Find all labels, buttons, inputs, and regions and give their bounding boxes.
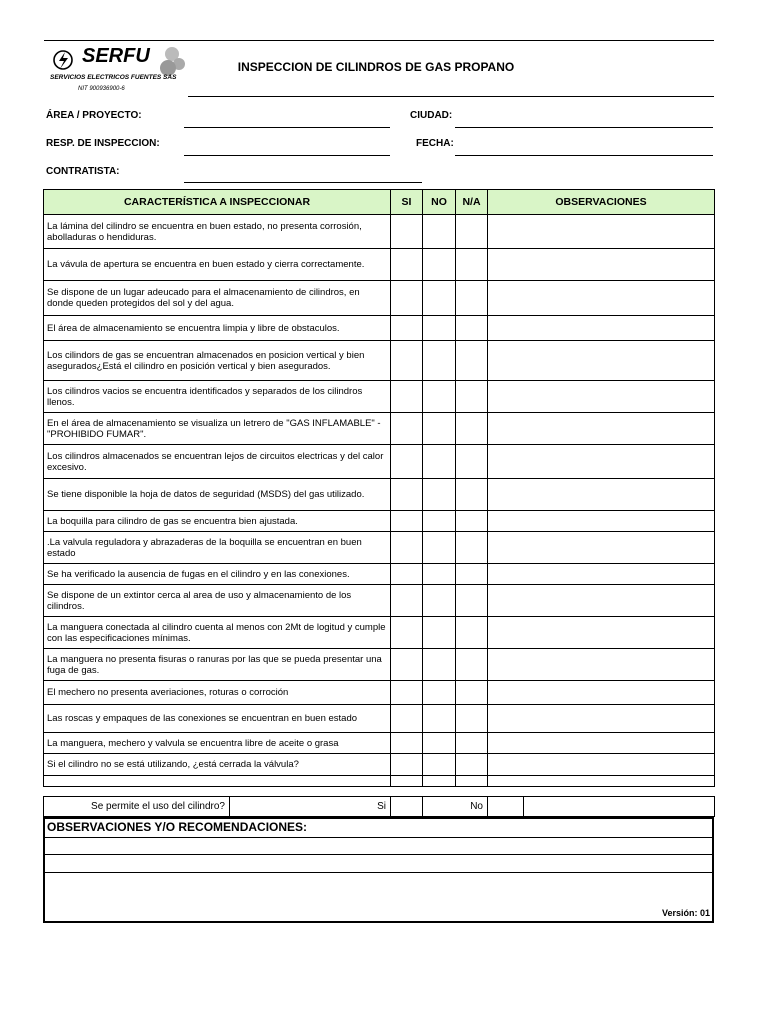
header-caracteristica: CARACTERÍSTICA A INSPECCIONAR <box>44 190 391 215</box>
ciudad-field[interactable] <box>455 127 713 128</box>
si-cell[interactable] <box>391 479 423 511</box>
observation-cell[interactable] <box>488 681 715 705</box>
si-cell[interactable] <box>391 249 423 281</box>
observation-line-1[interactable] <box>45 837 712 855</box>
table-row <box>44 754 715 776</box>
na-cell[interactable] <box>456 532 488 564</box>
na-cell[interactable] <box>456 511 488 532</box>
no-cell[interactable] <box>423 249 456 281</box>
table-row <box>44 705 715 733</box>
si-cell[interactable] <box>391 564 423 585</box>
si-cell[interactable] <box>391 341 423 381</box>
na-cell[interactable] <box>456 585 488 617</box>
no-cell[interactable] <box>423 532 456 564</box>
item-text: Se dispone de un lugar adeucado para el almacenamiento de cilindros, en donde queden protegidos del sol y del agua. <box>44 281 391 316</box>
header-si: SI <box>391 190 423 215</box>
item-text: En el área de almacenamiento se visualiza un letrero de "GAS INFLAMABLE" - "PROHIBIDO FUMAR". <box>44 413 391 445</box>
no-cell[interactable] <box>423 511 456 532</box>
fecha-label: FECHA: <box>416 138 454 149</box>
observation-cell[interactable] <box>488 733 715 754</box>
permit-no-label: No <box>456 797 488 817</box>
table-row <box>44 649 715 681</box>
na-cell[interactable] <box>456 649 488 681</box>
na-cell[interactable] <box>456 316 488 341</box>
item-text: .La valvula reguladora y abrazaderas de la boquilla se encuentran en buen estado <box>44 532 391 564</box>
observation-cell[interactable] <box>488 215 715 249</box>
na-cell[interactable] <box>456 617 488 649</box>
na-cell[interactable] <box>456 733 488 754</box>
item-text: Se ha verificado la ausencia de fugas en el cilindro y en las conexiones. <box>44 564 391 585</box>
company-logo <box>44 40 188 96</box>
si-cell[interactable] <box>391 381 423 413</box>
company-name: SERFU <box>82 45 150 67</box>
table-row <box>44 215 715 249</box>
item-text: Los cilindros vacios se encuentra identificados y separados de los cilindros llenos. <box>44 381 391 413</box>
permit-gap <box>423 797 456 817</box>
na-cell[interactable] <box>456 215 488 249</box>
table-row <box>44 341 715 381</box>
table-row <box>44 413 715 445</box>
si-cell[interactable] <box>391 649 423 681</box>
no-cell[interactable] <box>423 281 456 316</box>
na-cell[interactable] <box>456 381 488 413</box>
observations-block <box>43 817 714 923</box>
item-text: La vávula de apertura se encuentra en buen estado y cierra correctamente. <box>44 249 391 281</box>
observation-cell[interactable] <box>488 381 715 413</box>
table-row <box>44 511 715 532</box>
observation-cell[interactable] <box>488 585 715 617</box>
header-na: N/A <box>456 190 488 215</box>
permit-no-box[interactable] <box>488 797 524 817</box>
table-row <box>44 733 715 754</box>
si-cell[interactable] <box>391 281 423 316</box>
header-no: NO <box>423 190 456 215</box>
table-row <box>44 281 715 316</box>
item-text: Si el cilindro no se está utilizando, ¿está cerrada la válvula? <box>44 754 391 776</box>
table-row <box>44 532 715 564</box>
observation-cell[interactable] <box>488 413 715 445</box>
na-cell[interactable] <box>456 754 488 776</box>
na-cell[interactable] <box>456 479 488 511</box>
na-cell[interactable] <box>456 341 488 381</box>
area-field[interactable] <box>184 127 390 128</box>
inspection-table <box>43 189 715 787</box>
item-text: La manguera, mechero y valvula se encuentra libre de aceite o grasa <box>44 733 391 754</box>
observation-cell[interactable] <box>488 649 715 681</box>
si-cell[interactable] <box>391 705 423 733</box>
si-cell[interactable] <box>391 585 423 617</box>
permit-question: Se permite el uso del cilindro? <box>44 797 230 817</box>
no-cell[interactable] <box>423 316 456 341</box>
si-cell[interactable] <box>391 445 423 479</box>
no-cell[interactable] <box>423 341 456 381</box>
title-underline <box>188 96 714 97</box>
permit-si-box[interactable] <box>391 797 423 817</box>
permit-blank <box>524 797 715 817</box>
item-text: El mechero no presenta averiaciones, roturas o corroción <box>44 681 391 705</box>
contratista-field[interactable] <box>184 182 422 183</box>
si-cell[interactable] <box>391 413 423 445</box>
no-cell[interactable] <box>423 754 456 776</box>
item-text: Los cilindors de gas se encuentran almacenados en posicion vertical y bien asegurados¿Está el cilindro en posición vertical y bien asegurados. <box>44 341 391 381</box>
table-row <box>44 681 715 705</box>
item-text: Los cilindros almacenados se encuentran lejos de circuitos electricas y del calor excesivo. <box>44 445 391 479</box>
contratista-label: CONTRATISTA: <box>46 166 120 177</box>
item-text: La manguera conectada al cilindro cuenta al menos con 2Mt de logitud y cumple con las especificaciones mínimas. <box>44 617 391 649</box>
observation-cell[interactable] <box>488 705 715 733</box>
permit-row <box>43 796 715 817</box>
resp-label: RESP. DE INSPECCION: <box>46 138 160 149</box>
item-text: La boquilla para cilindro de gas se encuentra bien ajustada. <box>44 511 391 532</box>
na-cell[interactable] <box>456 564 488 585</box>
no-cell[interactable] <box>423 215 456 249</box>
observation-cell[interactable] <box>488 617 715 649</box>
spacer-row <box>44 776 715 787</box>
table-row <box>44 445 715 479</box>
item-text: La manguera no presenta fisuras o ranuras por las que se pueda presentar una fuga de gas. <box>44 649 391 681</box>
no-cell[interactable] <box>423 617 456 649</box>
resp-field[interactable] <box>184 155 390 156</box>
si-cell[interactable] <box>391 733 423 754</box>
observation-cell[interactable] <box>488 341 715 381</box>
na-cell[interactable] <box>456 281 488 316</box>
no-cell[interactable] <box>423 681 456 705</box>
table-row <box>44 316 715 341</box>
si-cell[interactable] <box>391 754 423 776</box>
no-cell[interactable] <box>423 479 456 511</box>
no-cell[interactable] <box>423 413 456 445</box>
no-cell[interactable] <box>423 445 456 479</box>
fecha-field[interactable] <box>455 155 713 156</box>
table-row <box>44 617 715 649</box>
na-cell[interactable] <box>456 249 488 281</box>
no-cell[interactable] <box>423 585 456 617</box>
observation-line-2[interactable] <box>45 854 712 872</box>
permit-si-label: Si <box>230 797 391 817</box>
na-cell[interactable] <box>456 413 488 445</box>
item-text: Se tiene disponible la hoja de datos de seguridad (MSDS) del gas utilizado. <box>44 479 391 511</box>
company-nit: NIT 900936900-6 <box>78 86 125 92</box>
si-cell[interactable] <box>391 316 423 341</box>
ciudad-label: CIUDAD: <box>410 110 453 121</box>
company-tagline: SERVICIOS ELECTRICOS FUENTES SAS <box>50 74 177 81</box>
na-cell[interactable] <box>456 681 488 705</box>
no-cell[interactable] <box>423 649 456 681</box>
observation-area[interactable] <box>45 872 712 921</box>
si-cell[interactable] <box>391 511 423 532</box>
no-cell[interactable] <box>423 564 456 585</box>
si-cell[interactable] <box>391 215 423 249</box>
page-title: INSPECCION DE CILINDROS DE GAS PROPANO <box>237 60 515 74</box>
item-text: Se dispone de un extintor cerca al area de uso y almacenamiento de los cilindros. <box>44 585 391 617</box>
table-header-row <box>44 190 715 215</box>
observation-cell[interactable] <box>488 511 715 532</box>
na-cell[interactable] <box>456 445 488 479</box>
no-cell[interactable] <box>423 381 456 413</box>
observation-cell[interactable] <box>488 564 715 585</box>
item-text: El área de almacenamiento se encuentra limpia y libre de obstaculos. <box>44 316 391 341</box>
area-label: ÁREA / PROYECTO: <box>46 110 142 121</box>
si-cell[interactable] <box>391 681 423 705</box>
observation-cell[interactable] <box>488 316 715 341</box>
table-row <box>44 585 715 617</box>
header-observaciones: OBSERVACIONES <box>488 190 715 215</box>
version-label: Versión: 01 <box>661 908 710 918</box>
table-row <box>44 381 715 413</box>
table-row <box>44 249 715 281</box>
observations-label: OBSERVACIONES Y/O RECOMENDACIONES: <box>47 820 308 834</box>
no-cell[interactable] <box>423 733 456 754</box>
observation-cell[interactable] <box>488 281 715 316</box>
observation-cell[interactable] <box>488 754 715 776</box>
observation-cell[interactable] <box>488 532 715 564</box>
si-cell[interactable] <box>391 617 423 649</box>
no-cell[interactable] <box>423 705 456 733</box>
item-text: La lámina del cilindro se encuentra en buen estado, no presenta corrosión, abolladuras o hendiduras. <box>44 215 391 249</box>
table-row <box>44 564 715 585</box>
observation-cell[interactable] <box>488 445 715 479</box>
na-cell[interactable] <box>456 705 488 733</box>
observation-cell[interactable] <box>488 479 715 511</box>
item-text: Las roscas y empaques de las conexiones se encuentran en buen estado <box>44 705 391 733</box>
observation-cell[interactable] <box>488 249 715 281</box>
table-row <box>44 479 715 511</box>
si-cell[interactable] <box>391 532 423 564</box>
